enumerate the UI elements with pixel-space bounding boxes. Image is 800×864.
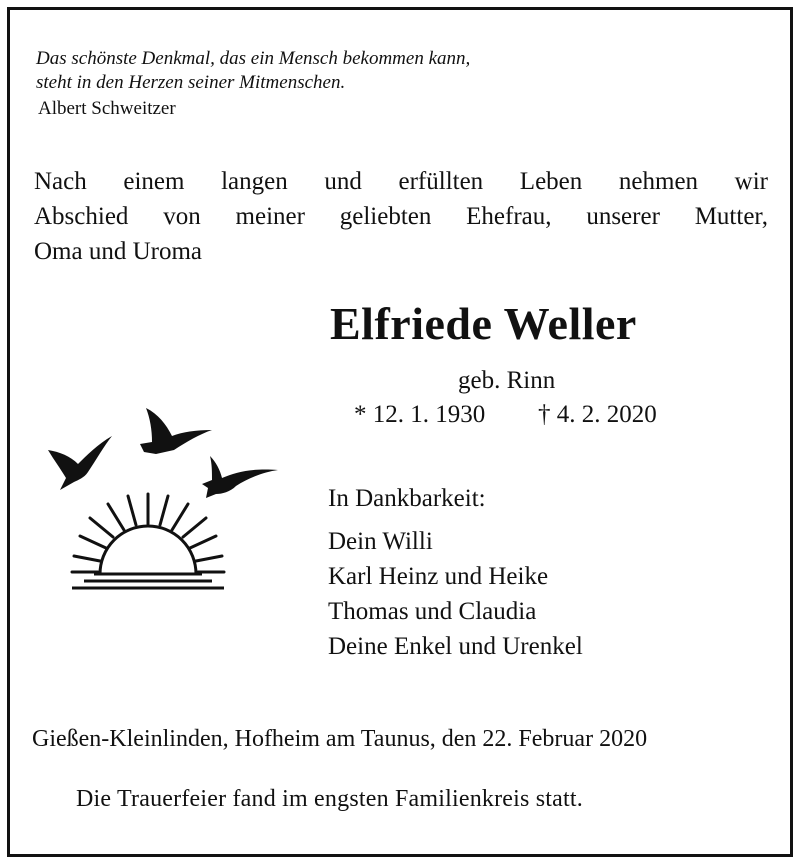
intro-text xyxy=(34,164,768,269)
intro-line: Abschied von meiner geliebten Ehefrau, unserer Mutter, xyxy=(34,203,768,230)
quote-line: steht in den Herzen seiner Mitmenschen. xyxy=(36,72,346,93)
intro-line: Nach einem langen und erfüllten Leben nehmen wir xyxy=(34,168,768,195)
quote-author: Albert Schweitzer xyxy=(38,98,176,119)
place-date: Gießen-Kleinlinden, Hofheim am Taunus, den 22. Februar 2020 xyxy=(32,726,648,752)
mourner-name: Thomas und Claudia xyxy=(328,598,537,625)
birth-date: * 12. 1. 1930 xyxy=(354,401,486,428)
mourner-name: Dein Willi xyxy=(328,528,433,555)
mourners-heading: In Dankbarkeit: xyxy=(328,485,486,512)
deceased-name: Elfriede Weller xyxy=(330,298,637,349)
maiden-name: geb. Rinn xyxy=(458,367,556,394)
sun-with-birds-icon xyxy=(40,398,280,598)
quote-line: Das schönste Denkmal, das ein Mensch bekommen kann, xyxy=(36,48,471,69)
mourner-name: Karl Heinz und Heike xyxy=(328,563,549,590)
mourner-name: Deine Enkel und Urenkel xyxy=(328,633,583,660)
notice-frame xyxy=(7,7,793,857)
funeral-note: Die Trauerfeier fand im engsten Familienkreis statt. xyxy=(76,786,583,812)
death-date: † 4. 2. 2020 xyxy=(538,401,657,428)
intro-line: Oma und Uroma xyxy=(34,238,203,265)
